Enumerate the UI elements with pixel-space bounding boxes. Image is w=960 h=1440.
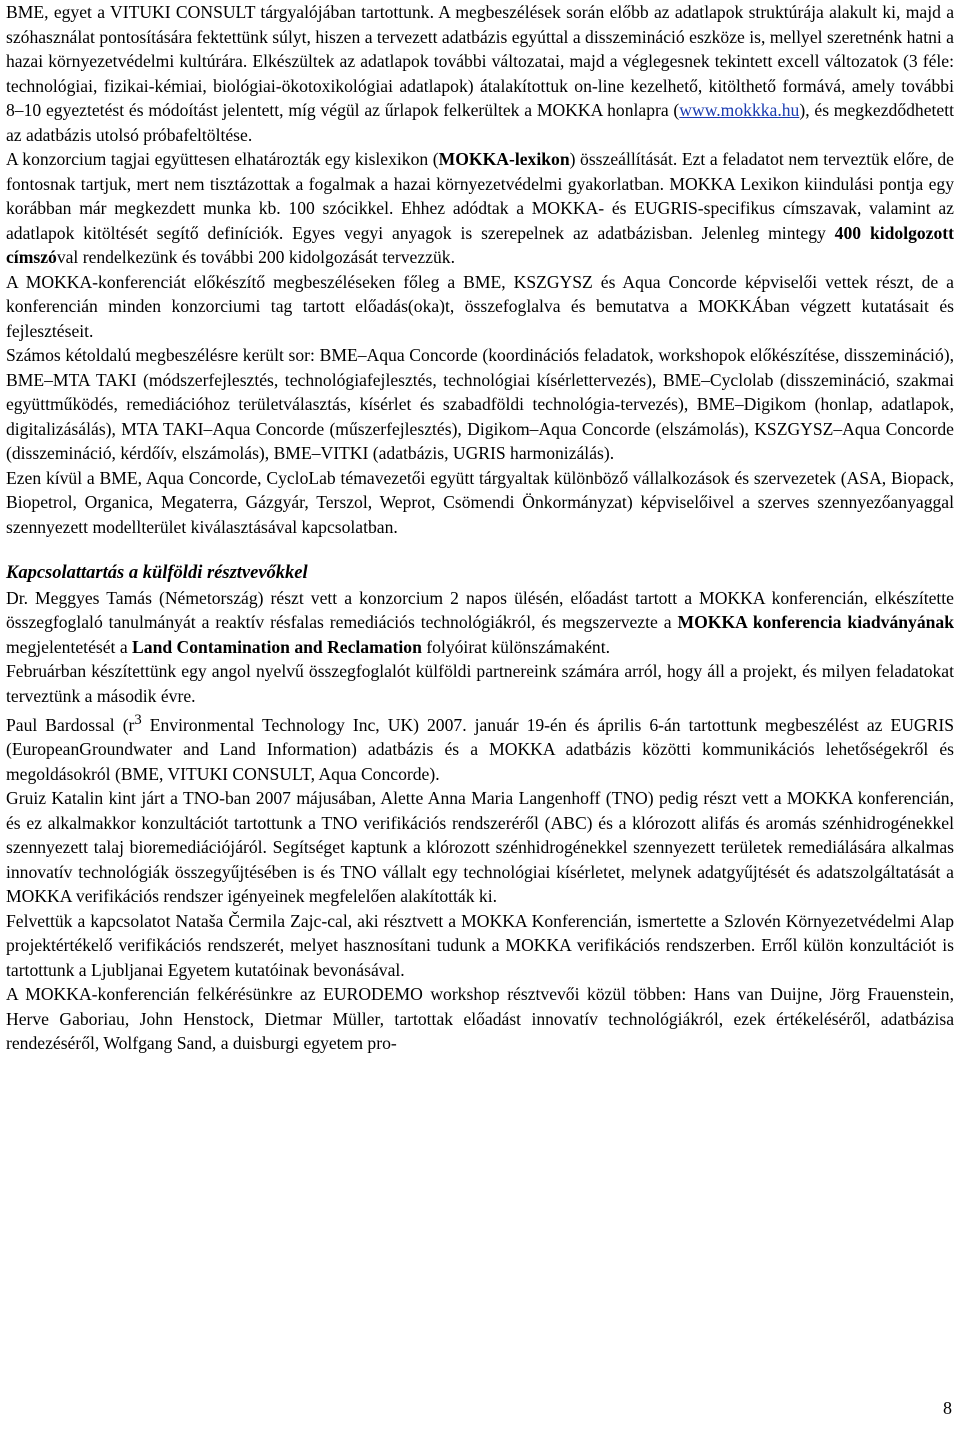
text-run: Felvettük a kapcsolatot Nataša Čermila Zajc-cal, aki résztvett a MOKKA Konferencián, ismertette a Szlovén Környezetvédelmi Alap projektértékelő verifikációs rendszerét, melyet hasznosítani tudunk a MOKKA verifikációs rendszerben. Erről külön konzultációt is tartottunk a Ljubljanai Egyetem kutatóinak bevonásával. xyxy=(6,910,954,980)
text-run: val rendelkezünk és további 200 kidolgozását tervezzük. xyxy=(56,247,455,267)
text-run: Februárban készítettünk egy angol nyelvű összegfoglalót külföldi partnereink számára arról, hogy áll a projekt, és milyen feladatokat terveztünk a második évre. xyxy=(6,661,954,706)
text-section-2 xyxy=(6,586,954,1056)
bold-text: MOKKA konferencia kiadványának xyxy=(677,612,955,632)
contacts-paragraph-1 xyxy=(6,586,954,660)
bold-text: MOKKA-lexikon xyxy=(438,149,570,169)
intro-paragraph-2 xyxy=(6,147,954,270)
text-run: ) összeállítását. Ezt a feladatot nem terveztük előre, de fontosnak tartjuk, mert nem tisztázottak a fogalmak a hazai környezetvédelmi gyakorlatban. MOKKA Lexikon kiindulási pontja egy korábban már megkezdett munka kb. 100 szócikkel. Ehhez adódtak a MOKKA- és EUGRIS-specifikus címszavak, valamint az adatlapok kitöltését segítő definíciók. Egyes vegyi anyagok is szerepelnek az adatbázisban. Jelenleg mintegy xyxy=(6,149,954,243)
text-run: Ezen kívül a BME, Aqua Concorde, CycloLab témavezetői együtt tárgyaltak különböző vállalkozások és szervezetek (ASA, Biopack, Biopetrol, Organica, Megaterra, Gázgyár, Terszol, Weprot, Csömendi Önkormányzat) képviselőivel a szerves szennyezőanyaggal szennyezett modellterület kiválasztásával kapcsolatban. xyxy=(6,467,954,537)
page-number: 8 xyxy=(943,1398,952,1418)
text-run: Dr. Meggyes Tamás (Németország) részt vett a konzorcium 2 napos ülésén, előadást tartott a MOKKA konferencián, elkészítette összegfoglaló tanulmányát a reaktív résfalas remediációs technológiákról, és megszervezte a xyxy=(6,587,954,632)
text-run: folyóirat különszámaként. xyxy=(421,636,610,657)
contacts-paragraph-6 xyxy=(6,982,954,1056)
intro-paragraph-5 xyxy=(6,466,954,540)
text-run: A MOKKA-konferenciát előkészítő megbeszéléseken főleg a BME, KSZGYSZ és Aqua Concorde képviselői vettek részt, de a konferencián minden konzorciumi tag tartott előadás(oka)t, összefoglalva és bemutatva a MOKKÁban végzett kutatásait és fejlesztéseit. xyxy=(6,271,954,341)
intro-paragraph-4 xyxy=(6,343,954,466)
text-section-1 xyxy=(6,0,954,539)
text-run: ), és megkezdődhetett az adatbázis utolsó próbafeltöltése. xyxy=(6,100,954,145)
contacts-paragraph-4 xyxy=(6,786,954,909)
text-run: A konzorcium tagjai együttesen elhatározták egy kislexikon ( xyxy=(6,149,439,169)
intro-paragraph-1 xyxy=(6,0,954,147)
bold-text: Land Contamination and Reclamation xyxy=(132,636,422,657)
text-run: A MOKKA-konferencián felkérésünkre az EURODEMO workshop résztvevői közül többen: Hans van Duijne, Jörg Frauenstein, Herve Gaboriau, John Henstock, Dietmar Müller, tartottak előadást innovatív technológiákról, ezek értékeléséről, adatbázisa rendezéséről, Wolfgang Sand, a duisburgi egyetem pro- xyxy=(6,984,954,1054)
section-heading: Kapcsolattartás a külföldi résztvevőkkel xyxy=(6,563,308,583)
contacts-paragraph-5 xyxy=(6,909,954,983)
text-run: Environmental Technology Inc, UK) 2007. január 19-én és április 6-án tartottunk megbeszélést az EUGRIS (EuropeanGroundwater and Land Information) adatbázis és a MOKKA adatbázis közötti kommunikációs lehetőségekről és megoldásokról (BME, VITUKI CONSULT, Aqua Concorde). xyxy=(6,714,954,784)
text-run: BME, egyet a VITUKI CONSULT tárgyalójában tartottunk. A megbeszélések során előbb az adatlapok struktúrája alakult ki, majd a szóhasználat pontosítására fektettünk súlyt, hiszen a tervezett adatbázis egyúttal a disszemináció eszköze is, mellyel szeretnénk hatni a hazai környezetvédelmi kultúrára. Elkészültek az adatlapok további változatai, majd a véglegesnek tekintett excell változatok (3 féle: technológiai, fizikai-kémiai, biológiai-ökotoxikológiai adatlapok) átalakítottuk on-line kezelhető, kitölthető formává, amely további 8–10 egyeztetést és módoítást jelentett, míg végül az űrlapok felkerültek a MOKKA honlapra ( xyxy=(6,2,954,120)
contacts-paragraph-3 xyxy=(6,708,954,786)
text-run: Számos kétoldalú megbeszélésre került sor: BME–Aqua Concorde (koordinációs feladatok, workshopok előkészítése, disszemináció), BME–MTA TAKI (módszerfejlesztés, technológiafejlesztés, technológiai kísérlettervezés), BME–Cyclolab (disszemináció, szakmai együttműködés, remediációhoz területválasztás, kísérlet és szabadföldi technológia-tervezés), BME–Digikom (honlap, adatlapok, digitalizásálás), MTA TAKI–Aqua Concorde (műszerfejlesztés), Digikom–Aqua Concorde (elszámolás), KSZGYSZ–Aqua Concorde (disszemináció, kérdőív, elszámolás), BME–VITKI (adatbázis, UGRIS harmonizálás). xyxy=(6,345,954,463)
text-run: megjelentetését a xyxy=(6,636,133,657)
text-run: Paul Bardossal (r xyxy=(6,714,135,735)
intro-paragraph-3 xyxy=(6,270,954,344)
bold-text: 400 kidolgozott címszó xyxy=(6,222,954,267)
superscript: 3 xyxy=(134,712,142,728)
website-link[interactable]: www.mokkka.hu xyxy=(679,100,800,120)
contacts-paragraph-2 xyxy=(6,659,954,708)
text-run: Gruiz Katalin kint járt a TNO-ban 2007 májusában, Alette Anna Maria Langenhoff (TNO) pedig részt vett a MOKKA konferencián, és ez alkalmakkor konzultációt tartottunk a TNO verifikációs rendszeréről (ABC) és a klórozott alifás és aromás szénhidrogénekkel szennyezett talaj bioremediációjáról. Segítséget kaptunk a klórozott szénhidrogénekkel szennyezett területek remediálására alkalmas innovatív technológiák összegyűjtésében is és TNO vállalt egy technológiai kísérletet, melynek adatgyűjtését és adatszolgáltatását a MOKKA verifikációs rendszer igényeinek megfelelően alakították ki. xyxy=(6,788,954,907)
